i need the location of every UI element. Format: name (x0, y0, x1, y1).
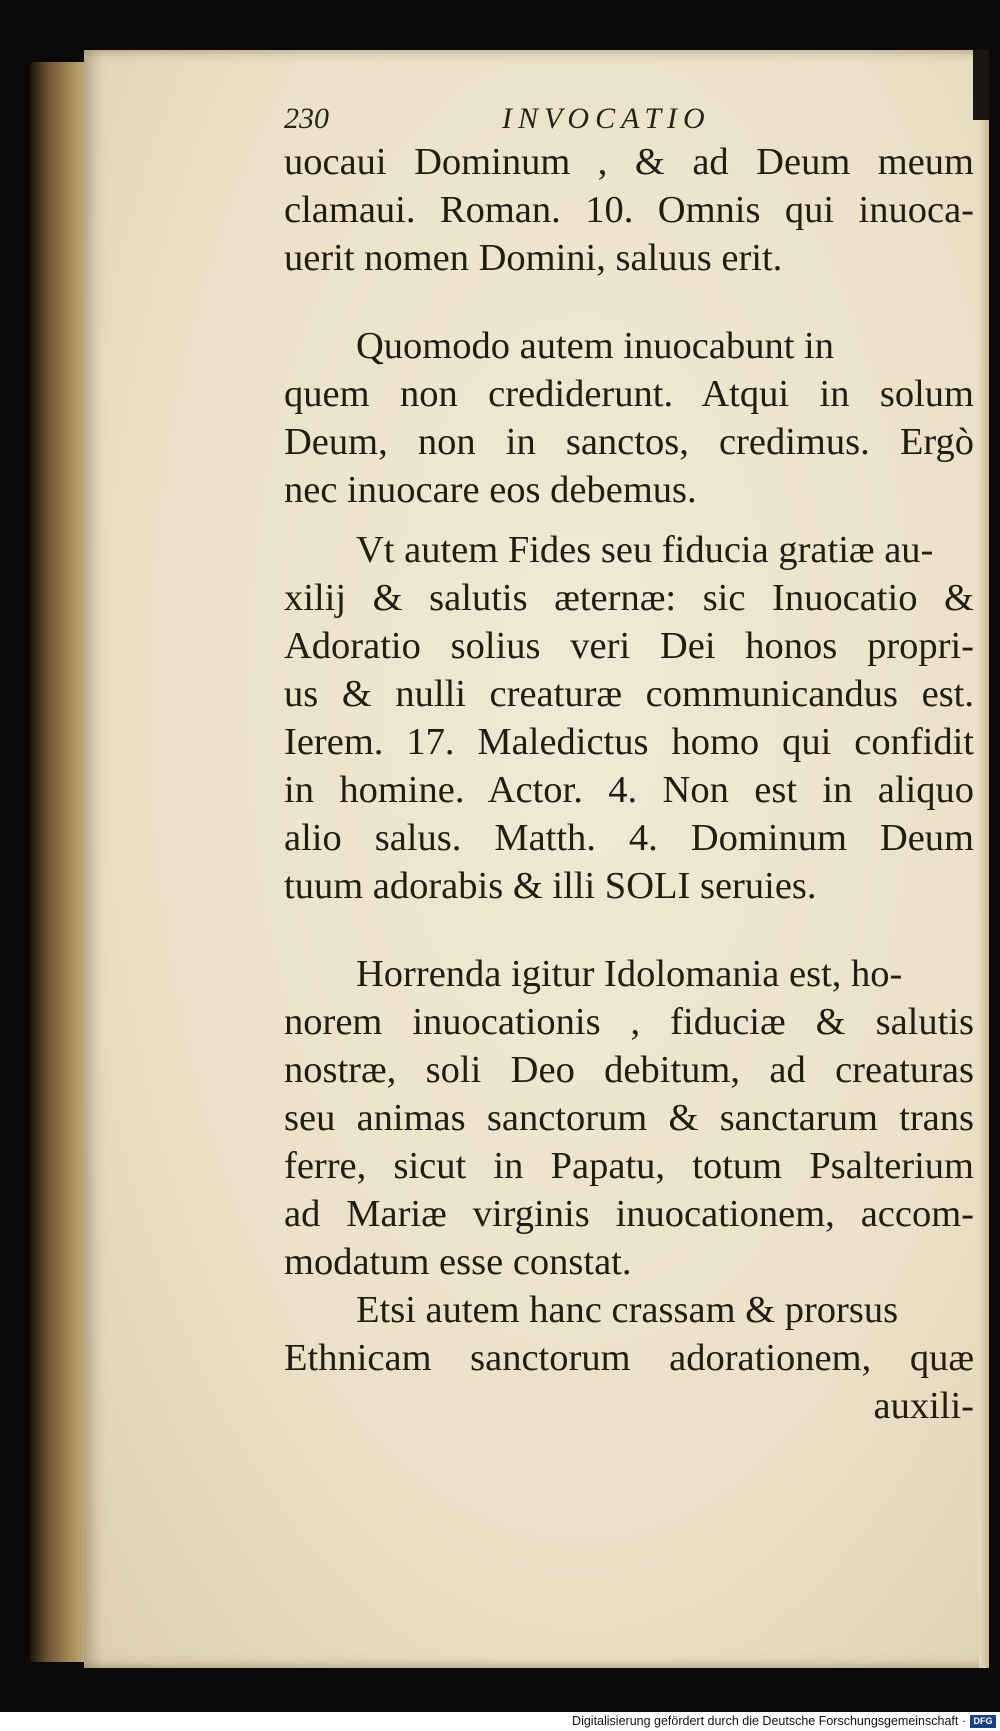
text-line: Adoratio solius veri Dei honos propri- (284, 625, 974, 667)
text-line: Vt autem Fides seu fiducia gratiæ au- (356, 529, 934, 571)
text-line: uerit nomen Domini, saluus erit. (284, 237, 783, 279)
paragraph-gap (284, 514, 974, 526)
footer-credit: Digitalisierung gefördert durch die Deutsche Forschungsgemeinschaft · (572, 1714, 966, 1728)
text-line: Etsi autem hanc crassam & prorsus (356, 1289, 899, 1331)
digitization-footer (0, 1712, 1000, 1731)
paragraph-gap (284, 282, 974, 322)
text-line: uocaui Dominum , & ad Deum meum (284, 141, 974, 183)
text-line: Quomodo autem inuocabunt in (356, 325, 834, 367)
background-corner (973, 50, 989, 120)
text-line: us & nulli creaturæ communicandus est. (284, 673, 974, 715)
text-line: Ethnicam sanctorum adorationem, quæ (284, 1337, 974, 1379)
paragraph-gap (284, 910, 974, 950)
running-title: INVOCATIO (502, 102, 711, 135)
page-number: 230 (284, 102, 329, 135)
text-line: tuum adorabis & illi SOLI seruies. (284, 865, 817, 907)
body-text (284, 138, 974, 1430)
text-line: quem non crediderunt. Atqui in solum (284, 373, 974, 415)
text-line: alio salus. Matth. 4. Dominum Deum (284, 817, 974, 859)
page-header (284, 102, 974, 142)
text-line: nostræ, soli Deo debitum, ad creaturas (284, 1049, 974, 1091)
text-line: ferre, sicut in Papatu, totum Psalterium (284, 1145, 974, 1187)
text-line: nec inuocare eos debemus. (284, 469, 697, 511)
text-line: ad Mariæ virginis inuocationem, accom- (284, 1193, 974, 1235)
text-line: xilij & salutis æternæ: sic Inuocatio & (284, 577, 974, 619)
text-line: seu animas sanctorum & sanctarum trans (284, 1097, 974, 1139)
text-line: Deum, non in sanctos, credimus. Ergò (284, 421, 974, 463)
text-line: modatum esse constat. (284, 1241, 632, 1283)
dfg-logo: DFG (970, 1715, 996, 1728)
text-line: Ierem. 17. Maledictus homo qui confidit (284, 721, 974, 763)
text-line: auxili- (873, 1385, 974, 1427)
text-line: norem inuocationis , fiduciæ & salutis (284, 1001, 974, 1043)
text-line: Horrenda igitur Idolomania est, ho- (356, 953, 903, 995)
text-line: in homine. Actor. 4. Non est in aliquo (284, 769, 974, 811)
text-line: clamaui. Roman. 10. Omnis qui inuoca- (284, 189, 974, 231)
page-edge (979, 50, 989, 1668)
book-spine (30, 62, 88, 1662)
